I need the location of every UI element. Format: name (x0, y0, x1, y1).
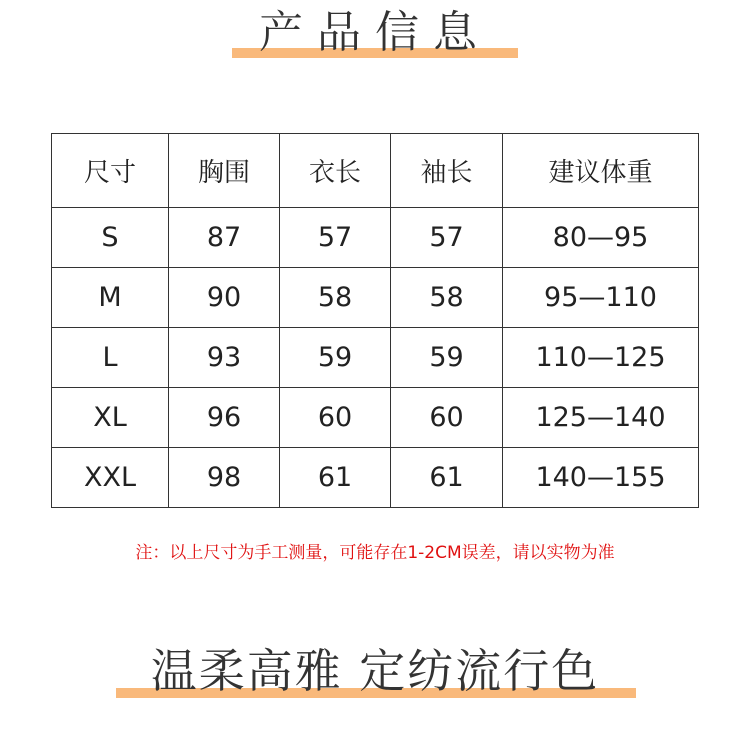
measurement-note: 注：以上尺寸为手工测量，可能存在1-2CM误差，请以实物为准 (135, 543, 615, 563)
table-row (52, 328, 699, 388)
table-row (52, 448, 699, 508)
table-cell-length: 61 (280, 448, 391, 508)
table-header-row (52, 134, 699, 208)
slogan-block (0, 642, 750, 700)
table-cell-length: 58 (280, 268, 391, 328)
table-cell-sleeve: 60 (391, 388, 503, 448)
table-cell-length: 60 (280, 388, 391, 448)
table-row (52, 388, 699, 448)
page-title-block (0, 6, 750, 60)
table-cell-sleeve: 57 (391, 208, 503, 268)
table-cell-sleeve: 59 (391, 328, 503, 388)
table-cell-size: S (52, 208, 169, 268)
column-header-size: 尺寸 (52, 134, 169, 208)
table-row (52, 268, 699, 328)
column-header-sleeve: 袖长 (391, 134, 503, 208)
table-cell-length: 57 (280, 208, 391, 268)
table-cell-size: XL (52, 388, 169, 448)
table-row (52, 208, 699, 268)
table-cell-weight: 125—140 (503, 388, 699, 448)
page-title: 产品信息 (259, 7, 491, 58)
table-cell-size: L (52, 328, 169, 388)
column-header-length: 衣长 (280, 134, 391, 208)
table-cell-chest: 93 (169, 328, 280, 388)
table-cell-chest: 98 (169, 448, 280, 508)
table-cell-sleeve: 58 (391, 268, 503, 328)
column-header-chest: 胸围 (169, 134, 280, 208)
table-cell-chest: 90 (169, 268, 280, 328)
slogan-text: 温柔高雅 定纺流行色 (150, 644, 600, 698)
table-cell-size: M (52, 268, 169, 328)
table-cell-sleeve: 61 (391, 448, 503, 508)
table-cell-length: 59 (280, 328, 391, 388)
table-cell-weight: 110—125 (503, 328, 699, 388)
column-header-weight: 建议体重 (503, 134, 699, 208)
table-cell-size: XXL (52, 448, 169, 508)
table-cell-weight: 80—95 (503, 208, 699, 268)
table-cell-weight: 140—155 (503, 448, 699, 508)
table-cell-chest: 87 (169, 208, 280, 268)
size-chart-table (51, 133, 699, 508)
table-cell-weight: 95—110 (503, 268, 699, 328)
table-cell-chest: 96 (169, 388, 280, 448)
